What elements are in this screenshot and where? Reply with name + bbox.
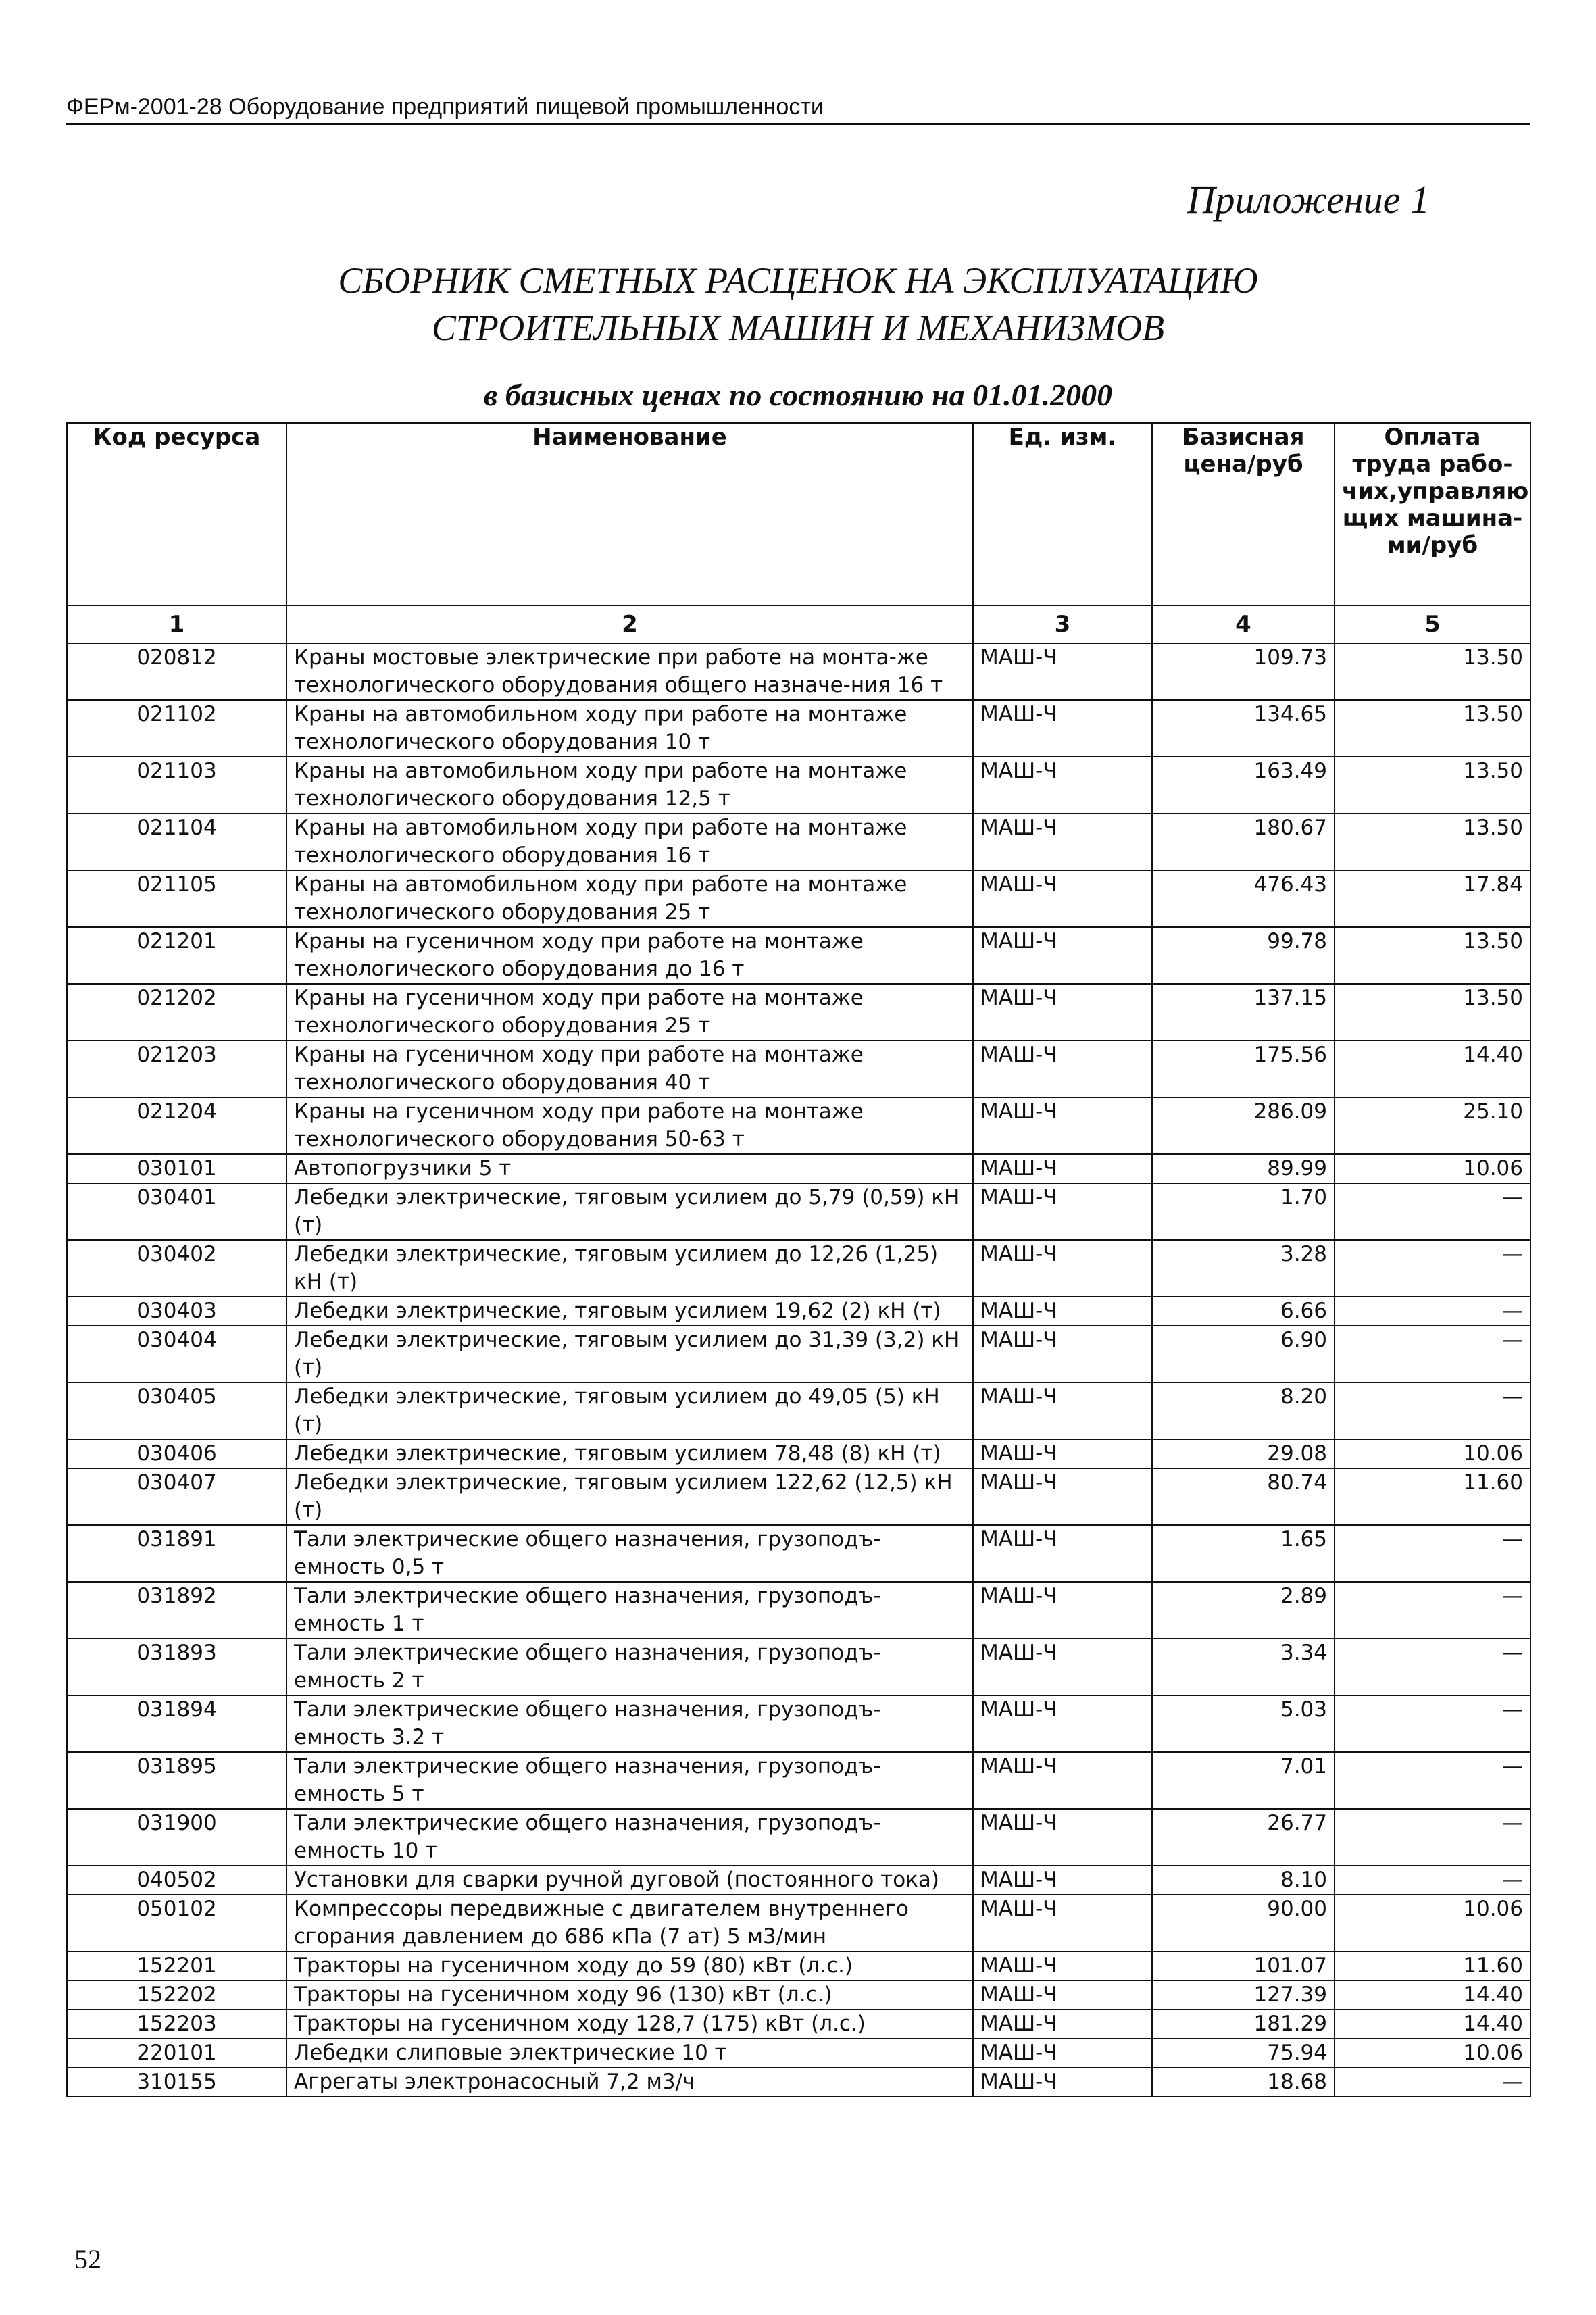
cell-name: Автопогрузчики 5 т [286, 1154, 973, 1183]
cell-wage: — [1335, 1326, 1530, 1383]
cell-name: Лебедки электрические, тяговым усилием до 31,39 (3,2) кН (т) [286, 1326, 973, 1383]
cell-wage: — [1335, 1525, 1530, 1582]
cell-name: Краны на гусеничном ходу при работе на монтаже технологического оборудования 25 т [286, 984, 973, 1041]
cell-price: 181.29 [1152, 2010, 1335, 2039]
cell-name: Лебедки электрические, тяговым усилием 78,48 (8) кН (т) [286, 1439, 973, 1468]
cell-wage: — [1335, 2068, 1530, 2097]
table-row [67, 1041, 1530, 1097]
cell-price: 6.66 [1152, 1297, 1335, 1326]
document-subtitle: в базисных ценах по состоянию на 01.01.2000 [483, 378, 1113, 412]
cell-wage: — [1335, 1582, 1530, 1639]
cell-price: 8.10 [1152, 1866, 1335, 1895]
table-row [67, 870, 1530, 927]
table-header [67, 423, 1530, 605]
cell-name: Лебедки электрические, тяговым усилием до 5,79 (0,59) кН (т) [286, 1183, 973, 1240]
table-row [67, 984, 1530, 1041]
header-code: Код ресурса [67, 423, 286, 605]
cell-wage: 10.06 [1335, 1895, 1530, 1951]
cell-code: 152202 [67, 1981, 286, 2010]
cell-name: Тали электрические общего назначения, грузоподъ-емность 10 т [286, 1809, 973, 1866]
cell-name: Краны на гусеничном ходу при работе на монтаже технологического оборудования 40 т [286, 1041, 973, 1097]
table-row [67, 1383, 1530, 1439]
cell-unit: МАШ-Ч [973, 1525, 1152, 1582]
cell-code: 030402 [67, 1240, 286, 1297]
cell-code: 021201 [67, 927, 286, 984]
table-row [67, 1326, 1530, 1383]
cell-code: 031893 [67, 1639, 286, 1695]
cell-unit: МАШ-Ч [973, 1468, 1152, 1525]
resources-table [66, 422, 1531, 2097]
column-number: 5 [1335, 605, 1530, 643]
table-row [67, 1981, 1530, 2010]
cell-wage: — [1335, 1240, 1530, 1297]
cell-price: 175.56 [1152, 1041, 1335, 1097]
cell-unit: МАШ-Ч [973, 1326, 1152, 1383]
cell-wage: — [1335, 1752, 1530, 1809]
cell-wage: 10.06 [1335, 1439, 1530, 1468]
table-row [67, 1240, 1530, 1297]
header-price: Базисная цена/руб [1152, 423, 1335, 605]
running-title: ФЕРм-2001-28 Оборудование предприятий пищевой промышленности [66, 94, 824, 120]
cell-name: Установки для сварки ручной дуговой (постоянного тока) [286, 1866, 973, 1895]
cell-code: 030407 [67, 1468, 286, 1525]
cell-unit: МАШ-Ч [973, 700, 1152, 757]
cell-name: Тракторы на гусеничном ходу 128,7 (175) кВт (л.с.) [286, 2010, 973, 2039]
cell-code: 030405 [67, 1383, 286, 1439]
cell-unit: МАШ-Ч [973, 1183, 1152, 1240]
cell-price: 137.15 [1152, 984, 1335, 1041]
cell-unit: МАШ-Ч [973, 1951, 1152, 1981]
table-row [67, 2068, 1530, 2097]
cell-wage: — [1335, 1297, 1530, 1326]
table-row [67, 1951, 1530, 1981]
cell-unit: МАШ-Ч [973, 1981, 1152, 2010]
cell-unit: МАШ-Ч [973, 2068, 1152, 2097]
cell-name: Тали электрические общего назначения, грузоподъ-емность 2 т [286, 1639, 973, 1695]
cell-unit: МАШ-Ч [973, 870, 1152, 927]
cell-price: 18.68 [1152, 2068, 1335, 2097]
cell-wage: 13.50 [1335, 814, 1530, 870]
cell-unit: МАШ-Ч [973, 1041, 1152, 1097]
cell-unit: МАШ-Ч [973, 1895, 1152, 1951]
cell-price: 163.49 [1152, 757, 1335, 814]
cell-unit: МАШ-Ч [973, 1639, 1152, 1695]
title-line-1: СБОРНИК СМЕТНЫХ РАСЦЕНОК НА ЭКСПЛУАТАЦИЮ [338, 260, 1258, 301]
cell-unit: МАШ-Ч [973, 927, 1152, 984]
table-row [67, 1639, 1530, 1695]
cell-unit: МАШ-Ч [973, 1752, 1152, 1809]
cell-unit: МАШ-Ч [973, 1297, 1152, 1326]
table-row [67, 757, 1530, 814]
cell-code: 031892 [67, 1582, 286, 1639]
cell-unit: МАШ-Ч [973, 814, 1152, 870]
cell-price: 3.34 [1152, 1639, 1335, 1695]
cell-name: Тали электрические общего назначения, грузоподъ-емность 5 т [286, 1752, 973, 1809]
cell-unit: МАШ-Ч [973, 1695, 1152, 1752]
cell-code: 031891 [67, 1525, 286, 1582]
cell-price: 75.94 [1152, 2039, 1335, 2068]
cell-name: Лебедки электрические, тяговым усилием до 12,26 (1,25) кН (т) [286, 1240, 973, 1297]
header-wage: Оплата труда рабо-чих,управляю щих машина-ми/руб [1335, 423, 1530, 605]
cell-wage: 11.60 [1335, 1951, 1530, 1981]
document-title [66, 257, 1530, 351]
cell-wage: 14.40 [1335, 2010, 1530, 2039]
cell-wage: 13.50 [1335, 984, 1530, 1041]
cell-price: 127.39 [1152, 1981, 1335, 2010]
cell-wage: 10.06 [1335, 2039, 1530, 2068]
cell-price: 109.73 [1152, 643, 1335, 700]
cell-name: Краны мостовые электрические при работе на монта-же технологического оборудования общего назначе-ния 16 т [286, 643, 973, 700]
cell-wage: 14.40 [1335, 1981, 1530, 2010]
cell-unit: МАШ-Ч [973, 984, 1152, 1041]
cell-wage: — [1335, 1809, 1530, 1866]
title-line-2: СТРОИТЕЛЬНЫХ МАШИН И МЕХАНИЗМОВ [431, 307, 1165, 348]
table-row [67, 1866, 1530, 1895]
cell-price: 6.90 [1152, 1326, 1335, 1383]
cell-wage: 25.10 [1335, 1097, 1530, 1154]
cell-wage: 10.06 [1335, 1154, 1530, 1183]
cell-code: 030404 [67, 1326, 286, 1383]
cell-price: 180.67 [1152, 814, 1335, 870]
table-row [67, 1695, 1530, 1752]
cell-code: 021202 [67, 984, 286, 1041]
header-unit: Ед. изм. [973, 423, 1152, 605]
cell-unit: МАШ-Ч [973, 757, 1152, 814]
cell-name: Тали электрические общего назначения, грузоподъ-емность 3.2 т [286, 1695, 973, 1752]
table-body [67, 605, 1530, 2097]
table-row [67, 2039, 1530, 2068]
cell-unit: МАШ-Ч [973, 1097, 1152, 1154]
cell-name: Краны на автомобильном ходу при работе на монтаже технологического оборудования 10 т [286, 700, 973, 757]
table-row [67, 1297, 1530, 1326]
table-row [67, 1154, 1530, 1183]
cell-unit: МАШ-Ч [973, 1866, 1152, 1895]
cell-wage: — [1335, 1183, 1530, 1240]
cell-unit: МАШ-Ч [973, 1809, 1152, 1866]
cell-code: 040502 [67, 1866, 286, 1895]
cell-code: 031900 [67, 1809, 286, 1866]
cell-wage: — [1335, 1639, 1530, 1695]
cell-name: Краны на автомобильном ходу при работе на монтаже технологического оборудования 25 т [286, 870, 973, 927]
cell-name: Тали электрические общего назначения, грузоподъ-емность 1 т [286, 1582, 973, 1639]
cell-code: 030406 [67, 1439, 286, 1468]
cell-unit: МАШ-Ч [973, 1582, 1152, 1639]
cell-code: 031894 [67, 1695, 286, 1752]
page-number: 52 [74, 2244, 101, 2274]
column-numbers-row [67, 605, 1530, 643]
cell-wage: 13.50 [1335, 757, 1530, 814]
cell-price: 476.43 [1152, 870, 1335, 927]
cell-code: 021102 [67, 700, 286, 757]
cell-price: 1.65 [1152, 1525, 1335, 1582]
cell-wage: 17.84 [1335, 870, 1530, 927]
table-row [67, 927, 1530, 984]
cell-name: Лебедки слиповые электрические 10 т [286, 2039, 973, 2068]
table-row [67, 1468, 1530, 1525]
cell-unit: МАШ-Ч [973, 1439, 1152, 1468]
cell-unit: МАШ-Ч [973, 1383, 1152, 1439]
cell-price: 99.78 [1152, 927, 1335, 984]
table-row [67, 1097, 1530, 1154]
cell-name: Краны на автомобильном ходу при работе на монтаже технологического оборудования 16 т [286, 814, 973, 870]
cell-name: Тракторы на гусеничном ходу 96 (130) кВт (л.с.) [286, 1981, 973, 2010]
table-row [67, 814, 1530, 870]
cell-code: 021203 [67, 1041, 286, 1097]
cell-price: 1.70 [1152, 1183, 1335, 1240]
cell-price: 3.28 [1152, 1240, 1335, 1297]
table-row [67, 2010, 1530, 2039]
table-row [67, 1439, 1530, 1468]
appendix-label: Приложение 1 [1187, 178, 1430, 222]
cell-code: 220101 [67, 2039, 286, 2068]
running-header [66, 93, 1530, 125]
cell-name: Агрегаты электронасосный 7,2 м3/ч [286, 2068, 973, 2097]
cell-price: 2.89 [1152, 1582, 1335, 1639]
cell-name: Лебедки электрические, тяговым усилием до 49,05 (5) кН (т) [286, 1383, 973, 1439]
cell-code: 021105 [67, 870, 286, 927]
table-row [67, 700, 1530, 757]
table-row [67, 1525, 1530, 1582]
cell-price: 5.03 [1152, 1695, 1335, 1752]
cell-wage: 13.50 [1335, 700, 1530, 757]
table-row [67, 1183, 1530, 1240]
cell-unit: МАШ-Ч [973, 1240, 1152, 1297]
cell-wage: 11.60 [1335, 1468, 1530, 1525]
cell-code: 021204 [67, 1097, 286, 1154]
cell-price: 286.09 [1152, 1097, 1335, 1154]
column-number: 3 [973, 605, 1152, 643]
cell-name: Лебедки электрические, тяговым усилием 122,62 (12,5) кН (т) [286, 1468, 973, 1525]
cell-name: Лебедки электрические, тяговым усилием 19,62 (2) кН (т) [286, 1297, 973, 1326]
cell-name: Компрессоры передвижные с двигателем внутреннего сгорания давлением до 686 кПа (7 ат) 5 м3/мин [286, 1895, 973, 1951]
cell-code: 031895 [67, 1752, 286, 1809]
cell-name: Тали электрические общего назначения, грузоподъ-емность 0,5 т [286, 1525, 973, 1582]
cell-wage: — [1335, 1695, 1530, 1752]
cell-price: 29.08 [1152, 1439, 1335, 1468]
cell-wage: — [1335, 1383, 1530, 1439]
cell-code: 310155 [67, 2068, 286, 2097]
cell-code: 030101 [67, 1154, 286, 1183]
cell-price: 8.20 [1152, 1383, 1335, 1439]
cell-name: Краны на автомобильном ходу при работе на монтаже технологического оборудования 12,5 т [286, 757, 973, 814]
cell-name: Тракторы на гусеничном ходу до 59 (80) кВт (л.с.) [286, 1951, 973, 1981]
cell-price: 89.99 [1152, 1154, 1335, 1183]
cell-name: Краны на гусеничном ходу при работе на монтаже технологического оборудования до 16 т [286, 927, 973, 984]
column-number: 1 [67, 605, 286, 643]
table-row [67, 643, 1530, 700]
cell-code: 030403 [67, 1297, 286, 1326]
cell-code: 030401 [67, 1183, 286, 1240]
cell-price: 134.65 [1152, 700, 1335, 757]
column-number: 4 [1152, 605, 1335, 643]
cell-name: Краны на гусеничном ходу при работе на монтаже технологического оборудования 50-63 т [286, 1097, 973, 1154]
cell-wage: 13.50 [1335, 927, 1530, 984]
cell-code: 152203 [67, 2010, 286, 2039]
cell-code: 021103 [67, 757, 286, 814]
cell-price: 101.07 [1152, 1951, 1335, 1981]
cell-unit: МАШ-Ч [973, 1154, 1152, 1183]
cell-code: 021104 [67, 814, 286, 870]
cell-wage: 13.50 [1335, 643, 1530, 700]
header-name: Наименование [286, 423, 973, 605]
cell-unit: МАШ-Ч [973, 643, 1152, 700]
table-row [67, 1895, 1530, 1951]
cell-price: 90.00 [1152, 1895, 1335, 1951]
cell-wage: — [1335, 1866, 1530, 1895]
table-row [67, 1582, 1530, 1639]
table-row [67, 1752, 1530, 1809]
cell-price: 26.77 [1152, 1809, 1335, 1866]
cell-price: 7.01 [1152, 1752, 1335, 1809]
cell-wage: 14.40 [1335, 1041, 1530, 1097]
cell-unit: МАШ-Ч [973, 2010, 1152, 2039]
column-number: 2 [286, 605, 973, 643]
table-row [67, 1809, 1530, 1866]
cell-code: 152201 [67, 1951, 286, 1981]
cell-price: 80.74 [1152, 1468, 1335, 1525]
cell-unit: МАШ-Ч [973, 2039, 1152, 2068]
cell-code: 050102 [67, 1895, 286, 1951]
cell-code: 020812 [67, 643, 286, 700]
